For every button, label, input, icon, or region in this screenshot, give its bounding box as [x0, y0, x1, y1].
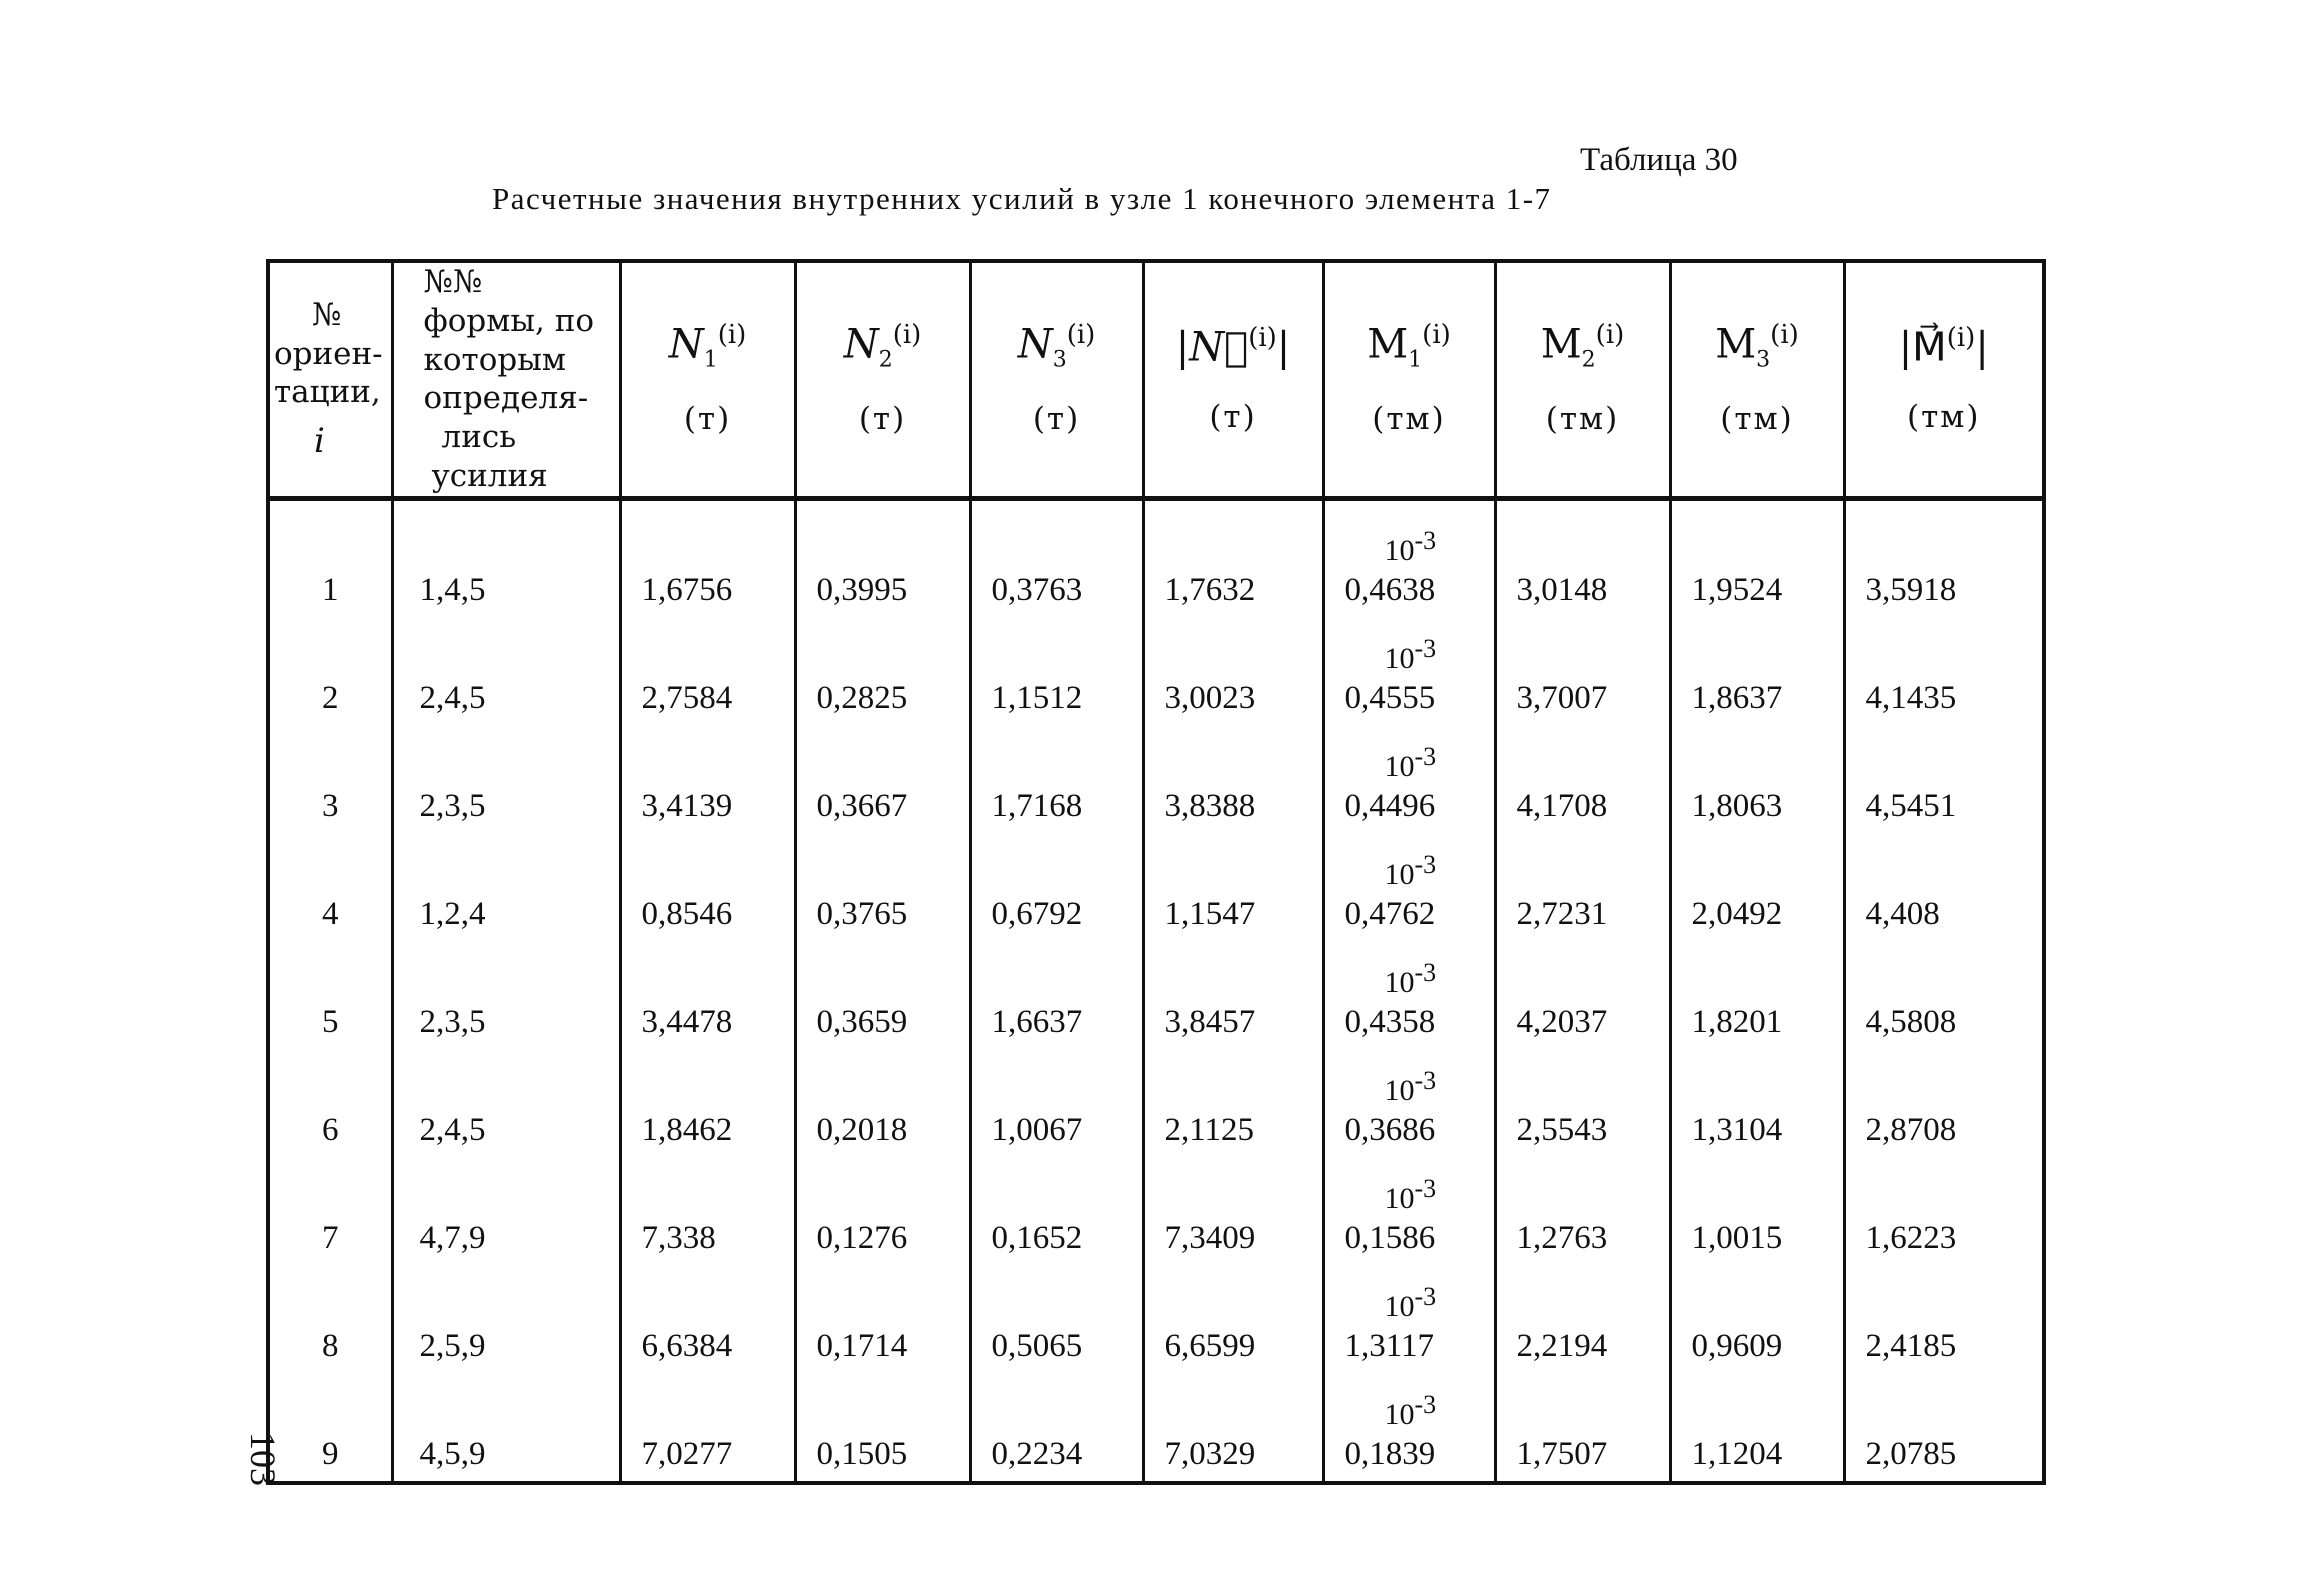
header-orientation [268, 261, 392, 498]
header-n-abs [1143, 261, 1323, 498]
page-number: 103 [243, 1432, 283, 1486]
header-orientation-line: тации, [274, 374, 381, 411]
cell-nabs: 1,7632 [1143, 498, 1323, 617]
cell-nabs: 7,3409 [1143, 1157, 1323, 1265]
cell-n2: 0,1276 [795, 1157, 970, 1265]
header-m3-unit: (тм) [1720, 401, 1794, 438]
cell-mabs: 2,4185 [1844, 1265, 2044, 1373]
cell-mabs: 3,5918 [1844, 498, 2044, 617]
cell-m3: 0,9609 [1670, 1265, 1844, 1373]
header-forms-line: определя- [423, 380, 589, 417]
cell-orientation: 5 [268, 941, 392, 1049]
cell-mabs: 1,6223 [1844, 1157, 2044, 1265]
cell-m1 [1323, 1157, 1495, 1265]
table-row [268, 1157, 2044, 1265]
header-n3 [970, 261, 1143, 498]
cell-forms: 1,2,4 [392, 833, 620, 941]
exponent-note: $10^{-3}$ [1384, 1065, 1437, 1107]
cell-n2: 0,1714 [795, 1265, 970, 1373]
cell-forms: 1,4,5 [392, 498, 620, 617]
header-row [268, 261, 2044, 498]
cell-orientation: 9 [268, 1373, 392, 1483]
cell-n2: 0,3659 [795, 941, 970, 1049]
header-m1-unit: (тм) [1372, 401, 1446, 438]
cell-forms: 4,7,9 [392, 1157, 620, 1265]
cell-m2: 2,7231 [1495, 833, 1670, 941]
cell-orientation: 6 [268, 1049, 392, 1157]
cell-m1 [1323, 1373, 1495, 1483]
cell-n2: 0,2018 [795, 1049, 970, 1157]
cell-m3: 1,9524 [1670, 498, 1844, 617]
cell-m1 [1323, 617, 1495, 725]
header-m2 [1495, 261, 1670, 498]
header-forms [392, 261, 620, 498]
cell-m2: 2,5543 [1495, 1049, 1670, 1157]
cell-orientation: 4 [268, 833, 392, 941]
cell-m1 [1323, 498, 1495, 617]
cell-n2: 0,3667 [795, 725, 970, 833]
exponent-note: $10^{-3}$ [1384, 1173, 1437, 1215]
cell-n1: 6,6384 [620, 1265, 795, 1373]
table-row [268, 1049, 2044, 1157]
cell-nabs: 2,1125 [1143, 1049, 1323, 1157]
cell-n2: 0,1505 [795, 1373, 970, 1483]
cell-n2: 0,3995 [795, 498, 970, 617]
cell-mabs: 2,8708 [1844, 1049, 2044, 1157]
cell-m1-value: 0,4638 [1344, 571, 1436, 608]
cell-m1-value: 0,3686 [1344, 1111, 1436, 1148]
cell-m2: 4,1708 [1495, 725, 1670, 833]
header-forms-line: которым [423, 341, 566, 378]
header-m-abs-symbol: |M⃗$^{(i)}$| [1898, 322, 1989, 371]
cell-n3: 0,1652 [970, 1157, 1143, 1265]
table-title: Расчетные значения внутренних усилий в узле 1 конечного элемента 1-7 [492, 181, 1552, 216]
cell-m1-value: 0,4762 [1344, 895, 1436, 932]
header-n-abs-symbol: |N⃗$^{(i)}$| [1175, 322, 1291, 371]
cell-n3: 1,7168 [970, 725, 1143, 833]
cell-orientation: 7 [268, 1157, 392, 1265]
cell-nabs: 3,0023 [1143, 617, 1323, 725]
cell-m3: 2,0492 [1670, 833, 1844, 941]
header-n1-unit: (т) [683, 401, 732, 438]
cell-m2: 2,2194 [1495, 1265, 1670, 1373]
cell-mabs: 4,5808 [1844, 941, 2044, 1049]
cell-m2: 4,2037 [1495, 941, 1670, 1049]
forces-table [266, 259, 2046, 1485]
table-row [268, 725, 2044, 833]
cell-mabs: 4,5451 [1844, 725, 2044, 833]
header-m1 [1323, 261, 1495, 498]
cell-mabs: 4,1435 [1844, 617, 2044, 725]
cell-n1: 3,4139 [620, 725, 795, 833]
header-m3 [1670, 261, 1844, 498]
header-forms-line: №№ [423, 264, 483, 300]
table-row [268, 833, 2044, 941]
cell-m3: 1,8201 [1670, 941, 1844, 1049]
cell-mabs: 4,408 [1844, 833, 2044, 941]
exponent-note: $10^{-3}$ [1384, 1389, 1437, 1431]
exponent-note: $10^{-3}$ [1384, 525, 1437, 567]
table-row [268, 941, 2044, 1049]
table-number: Таблица 30 [1580, 142, 1738, 178]
cell-forms: 4,5,9 [392, 1373, 620, 1483]
header-n1 [620, 261, 795, 498]
cell-nabs: 6,6599 [1143, 1265, 1323, 1373]
cell-m2: 3,0148 [1495, 498, 1670, 617]
header-forms-line: лись [441, 419, 517, 455]
header-n-abs-unit: (т) [1209, 399, 1257, 436]
cell-m1 [1323, 1265, 1495, 1373]
table-row [268, 498, 2044, 617]
cell-m3: 1,8637 [1670, 617, 1844, 725]
cell-forms: 2,3,5 [392, 941, 620, 1049]
cell-m3: 1,0015 [1670, 1157, 1844, 1265]
table-row [268, 1265, 2044, 1373]
header-orientation-line: ориен- [274, 335, 383, 372]
cell-m1-value: 0,1586 [1344, 1219, 1436, 1256]
table-row [268, 617, 2044, 725]
cell-n1: 3,4478 [620, 941, 795, 1049]
header-forms-line: усилия [431, 457, 548, 494]
table-row [268, 1373, 2044, 1483]
cell-m3: 1,1204 [1670, 1373, 1844, 1483]
cell-m1-value: 0,4496 [1344, 787, 1436, 824]
header-orientation-line: i [314, 421, 325, 462]
cell-forms: 2,4,5 [392, 617, 620, 725]
exponent-note: $10^{-3}$ [1384, 849, 1437, 891]
header-n1-symbol: $N_1^{(i)}$ [668, 320, 747, 373]
exponent-note: $10^{-3}$ [1384, 1281, 1437, 1323]
cell-n3: 0,5065 [970, 1265, 1143, 1373]
header-n2 [795, 261, 970, 498]
header-orientation-line: № [312, 296, 342, 333]
cell-nabs: 3,8388 [1143, 725, 1323, 833]
cell-m1 [1323, 725, 1495, 833]
cell-n1: 2,7584 [620, 617, 795, 725]
exponent-note: $10^{-3}$ [1384, 957, 1437, 999]
cell-m1-value: 1,3117 [1344, 1327, 1435, 1364]
cell-n1: 1,6756 [620, 498, 795, 617]
exponent-note: $10^{-3}$ [1384, 741, 1437, 783]
cell-m3: 1,8063 [1670, 725, 1844, 833]
header-n2-symbol: $N_2^{(i)}$ [843, 320, 922, 373]
cell-m1-value: 0,4555 [1344, 679, 1436, 716]
cell-n3: 0,2234 [970, 1373, 1143, 1483]
cell-n3: 1,1512 [970, 617, 1143, 725]
cell-n1: 7,0277 [620, 1373, 795, 1483]
cell-orientation: 2 [268, 617, 392, 725]
cell-orientation: 8 [268, 1265, 392, 1373]
cell-forms: 2,3,5 [392, 725, 620, 833]
header-forms-line: формы, по [423, 302, 595, 339]
header-m3-symbol: $M_3^{(i)}$ [1715, 320, 1799, 373]
header-m-abs [1844, 261, 2044, 498]
header-m-abs-unit: (тм) [1907, 399, 1981, 436]
header-n3-unit: (т) [1032, 401, 1081, 438]
cell-m2: 3,7007 [1495, 617, 1670, 725]
cell-n1: 7,338 [620, 1157, 795, 1265]
cell-n3: 0,6792 [970, 833, 1143, 941]
header-n2-unit: (т) [858, 401, 907, 438]
cell-m1 [1323, 1049, 1495, 1157]
cell-n3: 0,3763 [970, 498, 1143, 617]
cell-forms: 2,4,5 [392, 1049, 620, 1157]
cell-m1-value: 0,4358 [1344, 1003, 1436, 1040]
cell-m2: 1,7507 [1495, 1373, 1670, 1483]
cell-m1-value: 0,1839 [1344, 1435, 1436, 1472]
cell-n3: 1,0067 [970, 1049, 1143, 1157]
cell-orientation: 3 [268, 725, 392, 833]
header-m1-symbol: $M_1^{(i)}$ [1367, 320, 1451, 373]
cell-n2: 0,2825 [795, 617, 970, 725]
cell-n2: 0,3765 [795, 833, 970, 941]
cell-mabs: 2,0785 [1844, 1373, 2044, 1483]
cell-n3: 1,6637 [970, 941, 1143, 1049]
cell-nabs: 1,1547 [1143, 833, 1323, 941]
cell-nabs: 3,8457 [1143, 941, 1323, 1049]
cell-m1 [1323, 833, 1495, 941]
cell-m3: 1,3104 [1670, 1049, 1844, 1157]
header-n3-symbol: $N_3^{(i)}$ [1017, 320, 1096, 373]
table-body [268, 498, 2044, 1483]
header-m2-symbol: $M_2^{(i)}$ [1540, 320, 1625, 373]
cell-forms: 2,5,9 [392, 1265, 620, 1373]
cell-orientation: 1 [268, 498, 392, 617]
cell-m1 [1323, 941, 1495, 1049]
cell-n1: 1,8462 [620, 1049, 795, 1157]
cell-m2: 1,2763 [1495, 1157, 1670, 1265]
cell-nabs: 7,0329 [1143, 1373, 1323, 1483]
exponent-note: $10^{-3}$ [1384, 633, 1437, 675]
header-m2-unit: (тм) [1545, 401, 1620, 438]
cell-n1: 0,8546 [620, 833, 795, 941]
